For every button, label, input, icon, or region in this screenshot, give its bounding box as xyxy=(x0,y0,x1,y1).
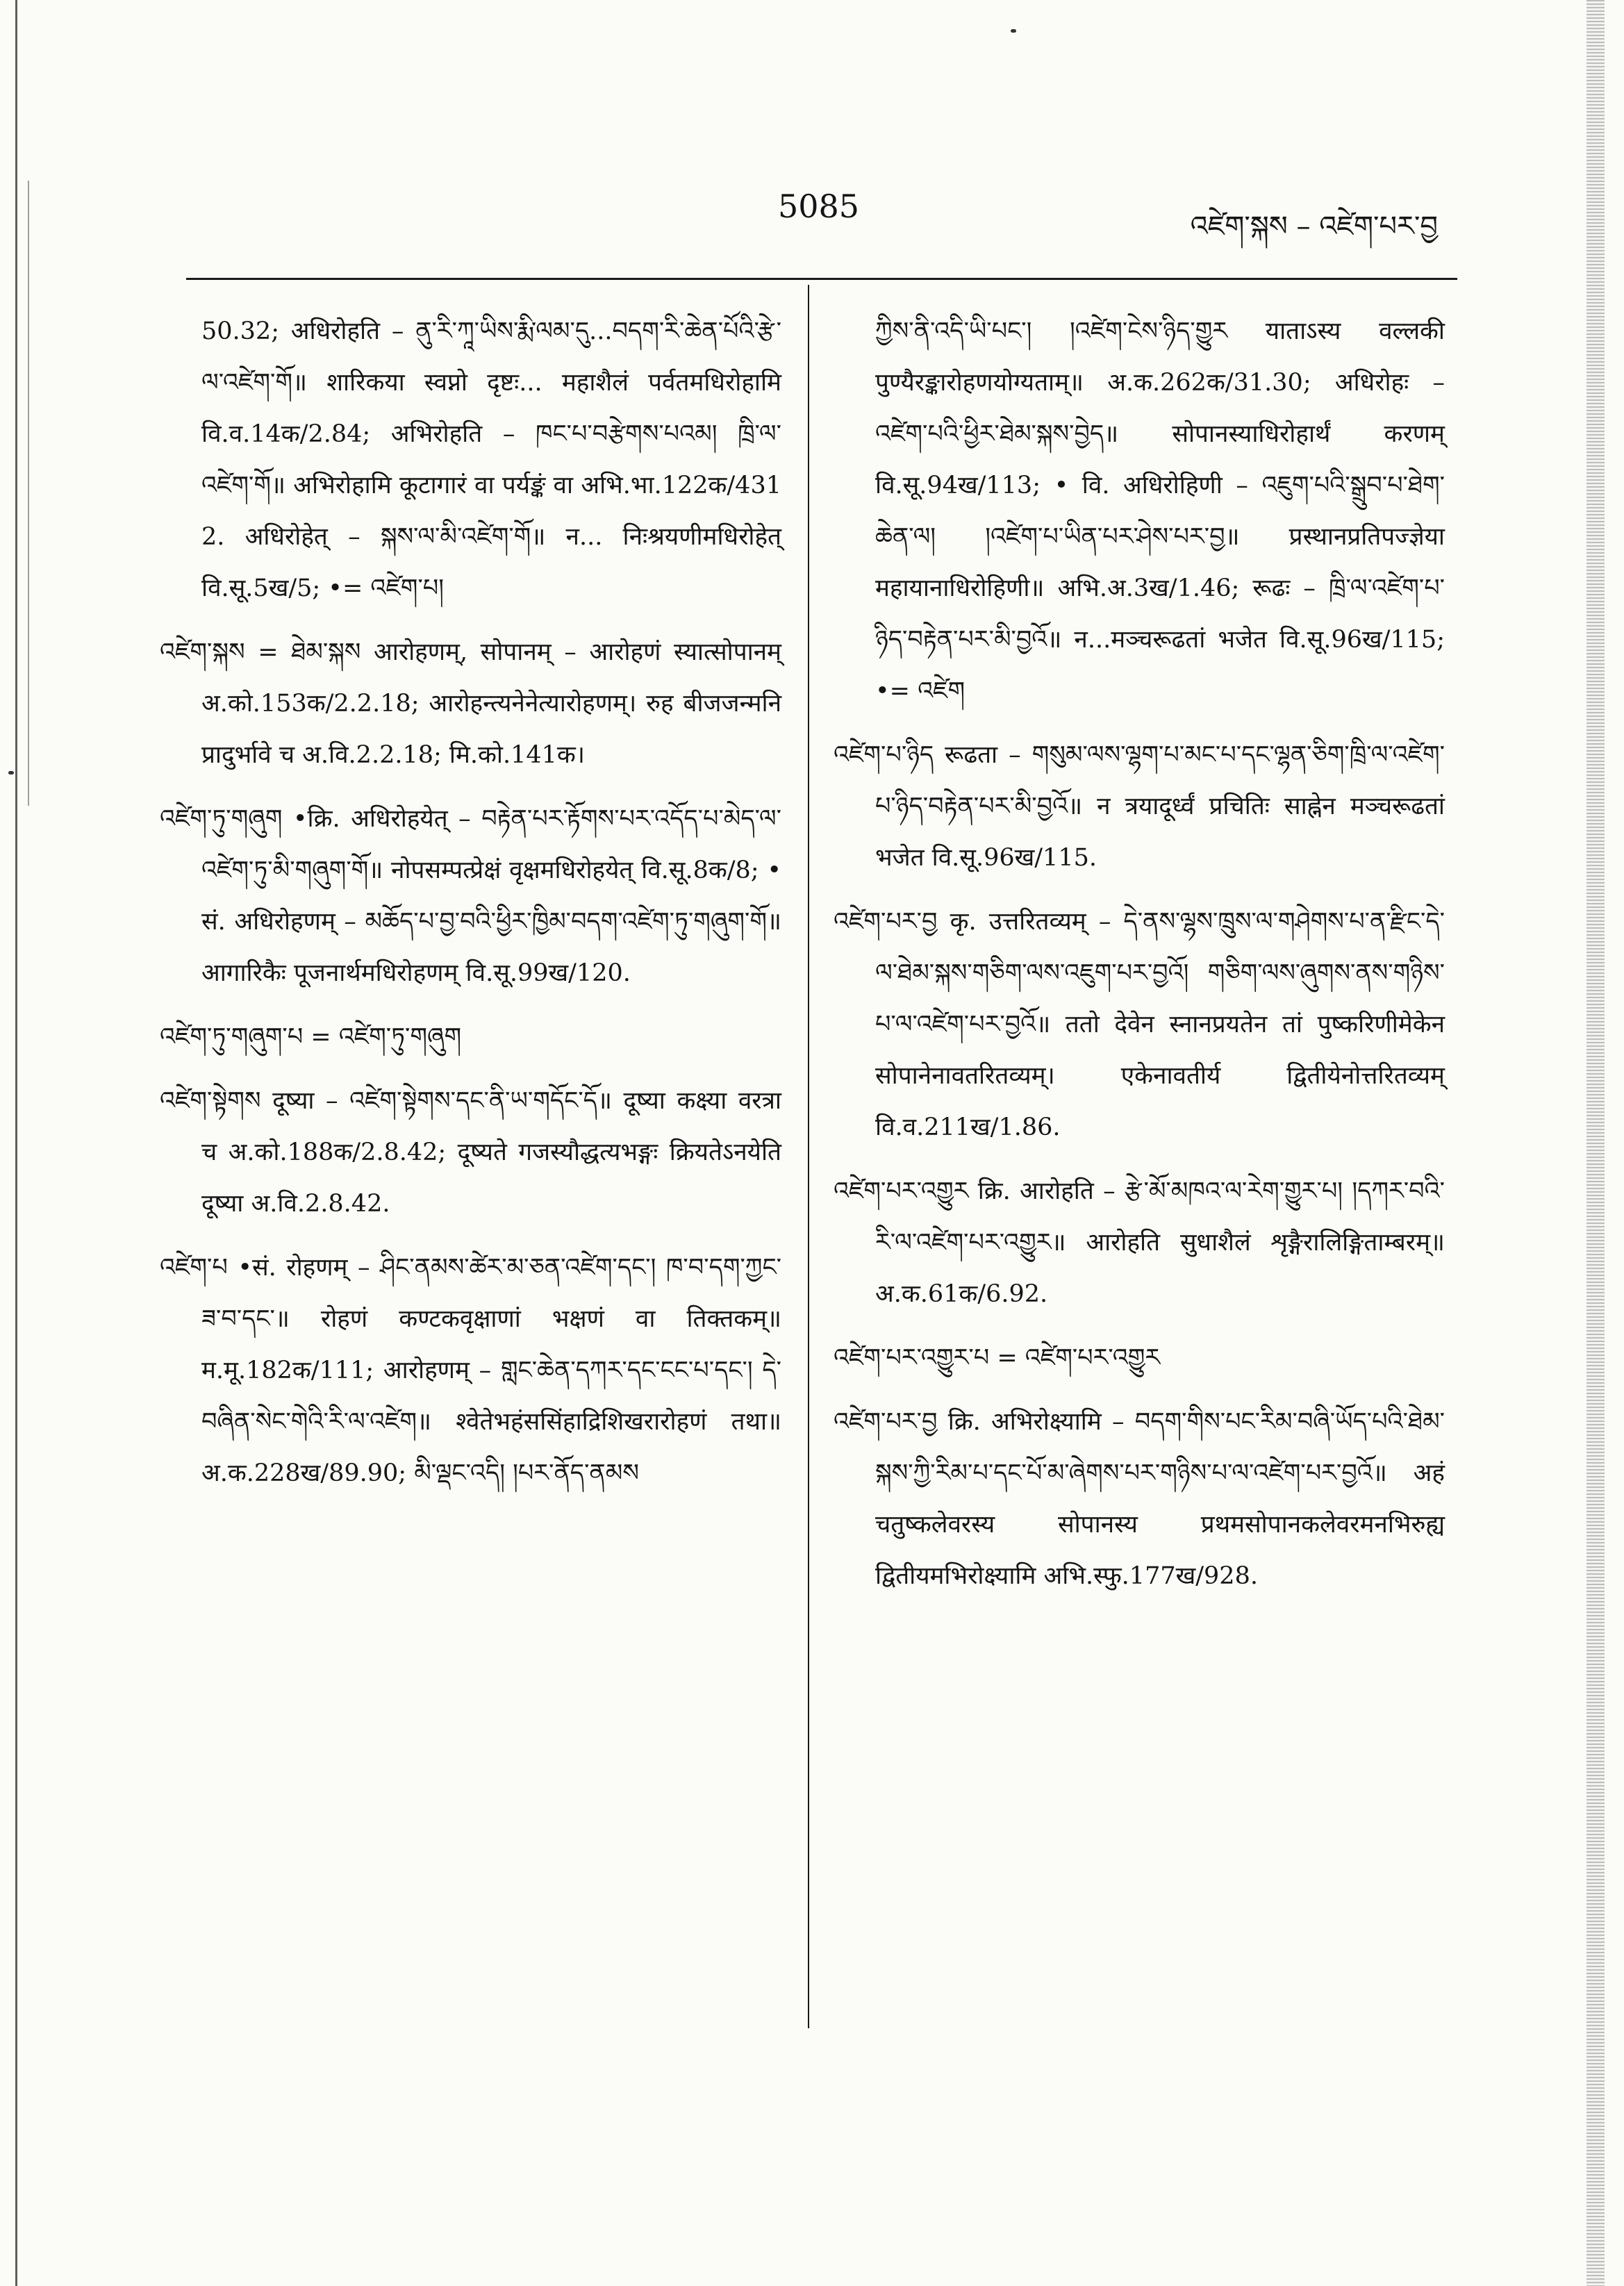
page-number: 5085 xyxy=(778,188,860,225)
dictionary-entry: འཛེག་ཏུ་གཞུག་པ = འཛེག་ཏུ་གཞུག xyxy=(160,1023,462,1051)
running-head: འཛེག་སྐས – འཛེག་པར་བྱ xyxy=(1190,210,1438,242)
dictionary-entry: འཛེག་སྐས = ཐེམ་སྐས आरोहणम्, सोपानम् – आरोहणं स्यात्सोपानम् अ.को.153क/2.2.18; आरोहन्त्यनेनेत्यारोहणम्। रुह बीजजन्मनि प्रादुर्भावे च अ.वि.2.2.18; मि.को.141क। xyxy=(160,638,781,769)
dictionary-entry: 50.32; अधिरोहति – ནུ་རི་ཀཱ་ཡིས་རྨི་ལམ་དུ...བདག་རི་ཆེན་པོའི་རྩེ་ལ་འཛེག་གོ॥ शारिकया स्वप्नो दृष्टः... महाशैलं पर्वतमधिरोहामि वि.व.14क/2.84; अभिरोहति – ཁང་པ་བརྩེགས་པའམ། ཁྲི་ལ་འཛེག་གོ॥ अभिरोहामि कूटागारं वा पर्यङ्कं वा अभि.भा.122क/431 2. अधिरोहेत् – སྐས་ལ་མི་འཛེག་གོ॥ न... निःश्रयणीमधिरोहेत् वि.सू.5ख/5; •= འཛེག་པ། xyxy=(201,317,781,602)
dictionary-entry: འཛེག་པར་འགྱུར་པ = འཛེག་པར་འགྱུར xyxy=(834,1344,1161,1372)
scan-edge-right xyxy=(1586,0,1605,2286)
scan-edge-left xyxy=(15,0,17,2286)
header-rule xyxy=(186,278,1457,280)
dictionary-entry: འཛེག་པར་བྱ क्रि. अभिरोक्ष्यामि – བདག་གིས་པང་རིམ་བཞི་ཡོད་པའི་ཐེམ་སྐས་ཀྱི་རིམ་པ་དང་པོ་མ་ཞེགས་པར་གཉིས་པ་ལ་འཛེག་པར་བྱའོ॥ अहं चतुष्कलेवरस्य सोपानस्य प्रथमसोपानकलेवरमनभिरुह्य द्वितीयमभिरोक्ष्यामि अभि.स्फु.177ख/928. xyxy=(834,1408,1445,1590)
dictionary-entry: འཛེག་པ་ཉིད रूढता – གསུམ་ལས་ལྷག་པ་མང་པ་དང་ལྷན་ཅིག་ཁྲི་ལ་འཛེག་པ་ཉིད་བརྟེན་པར་མི་བྱའོ॥ न त्रयादूर्ध्वं प्रचितिः साह्नेन मञ्चरूढतां भजेत वि.सू.96ख/115. xyxy=(834,741,1445,872)
column-divider xyxy=(808,285,809,2028)
dictionary-entry: འཛེག་པ •सं. रोहणम् – ཤིང་ནམས་ཚེར་མ་ཅན་འཛེག་དང་། ཁ་བ་དག་ཀྱང་ཟ་བ་དང་॥ रोहणं कण्टकवृक्षाणां भक्षणं वा तिक्तकम्॥ म.मू.182क/111; आरोहणम् – གླང་ཆེན་དཀར་དང་ངང་པ་དང་། དེ་བཞིན་སེང་གེའི་རི་ལ་འཛེག॥ श्वेतेभहंससिंहाद्रिशिखरारोहणं तथा॥ अ.क.228ख/89.90; མི་ལྡང་འདི། །པར་ནོད་ནམས xyxy=(160,1254,781,1487)
dictionary-entry: འཛེག་སྟེགས दूष्या – འཛེག་སྟེགས་དང་ནི་ཡ་གདོང་དོ॥ दूष्या कक्ष्या वरत्रा च अ.को.188क/2.8.42; दूष्यते गजस्यौद्धत्यभङ्गः क्रियतेऽनयेति दूष्या अ.वि.2.8.42. xyxy=(160,1087,781,1218)
dictionary-entry: འཛེག་པར་བྱ कृ. उत्तरितव्यम् – དེ་ནས་ལྷས་ཁྲུས་ལ་གཤེགས་པ་ན་རྫིང་དེ་ལ་ཐེམ་སྐས་གཅིག་ལས་འཇུག་པར་བྱའོ། གཅིག་ལས་ཞུགས་ནས་གཉིས་པ་ལ་འཛེག་པར་བྱའོ॥ ततो देवेन स्नानप्रयतेन तां पुष्करिणीमेकेन सोपानेनावतरितव्यम्। एकेनावतीर्य द्वितीयेनोत्तरितव्यम् वि.व.211ख/1.86. xyxy=(834,908,1445,1141)
scan-speck xyxy=(8,771,14,775)
scan-edge-left-inner xyxy=(28,181,29,806)
dictionary-entry: འཛེག་ཏུ་གཞུག •क्रि. अधिरोहयेत् – བརྟེན་པར་རྟོགས་པར་འདོད་པ་མེད་ལ་འཛེག་ཏུ་མི་གཞུག་གོ॥ नोपसम्पत्प्रेक्षं वृक्षमधिरोहयेत् वि.सू.8क/8; • सं. अधिरोहणम् – མཆོད་པ་བྱ་བའི་ཕྱིར་ཁྱིམ་བདག་འཛེག་ཏུ་གཞུག་གོ॥ आगारिकैः पूजनार्थमधिरोहणम् वि.सू.99ख/120. xyxy=(160,805,781,987)
page-header xyxy=(188,188,1438,243)
dictionary-entry: ཀྱིས་ནི་འདི་ཡི་པང་། །འཛེག་ངེས་ཉིད་གྱུར याताऽस्य वल्लकी पुण्यैरङ्कारोहणयोग्यताम्॥ अ.क.262क/31.30; अधिरोहः – འཛེག་པའི་ཕྱིར་ཐེམ་སྐས་བྱེད॥ सोपानस्याधिरोहार्थं करणम् वि.सू.94ख/113; • वि. अधिरोहिणी – འཇུག་པའི་སྒྲུབ་པ་ཐེག་ཆེན་ལ། །འཛེག་པ་ཡིན་པར་ཤེས་པར་བྱ॥ प्रस्थानप्रतिपज्ज्ञेया महायानाधिरोहिणी॥ अभि.अ.3ख/1.46; रूढः – ཁྲི་ལ་འཛེག་པ་ཉིད་བརྟེན་པར་མི་བྱའོ॥ न...मञ्चरूढतां भजेत वि.सू.96ख/115; •= འཛེག xyxy=(875,317,1445,705)
dictionary-entry: འཛེག་པར་འགྱུར क्रि. आरोहति – རྩེ་མོ་མཁའ་ལ་རེག་གྱུར་པ། །དཀར་བའི་རི་ལ་འཛེག་པར་འགྱུར॥ आरोहति सुधाशैलं शृङ्गैरालिङ्गिताम्बरम्॥ अ.क.61क/6.92. xyxy=(834,1177,1445,1308)
left-column xyxy=(160,306,781,1511)
right-column xyxy=(834,306,1445,1614)
scan-speck xyxy=(1011,29,1016,33)
